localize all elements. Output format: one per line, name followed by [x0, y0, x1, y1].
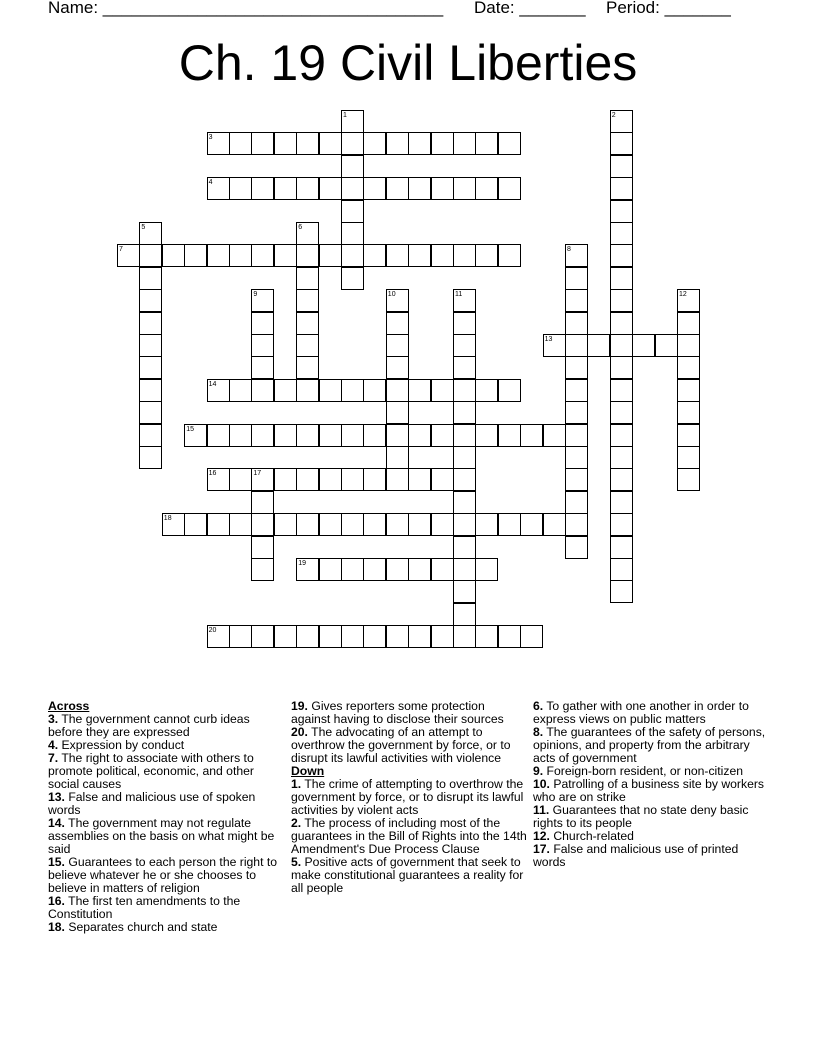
crossword-cell[interactable]: [475, 558, 498, 581]
crossword-cell[interactable]: [341, 200, 364, 223]
crossword-cell[interactable]: [296, 177, 319, 200]
crossword-cell[interactable]: [251, 513, 274, 536]
crossword-cell[interactable]: [431, 244, 454, 267]
crossword-cell[interactable]: [565, 491, 588, 514]
crossword-cell[interactable]: [431, 424, 454, 447]
crossword-cell[interactable]: [386, 401, 409, 424]
page-title: Ch. 19 Civil Liberties: [178, 35, 638, 91]
crossword-cell[interactable]: [139, 267, 162, 290]
crossword-cell[interactable]: [610, 267, 633, 290]
clue-number: 17: [253, 470, 262, 478]
down-clue: 8. The guarantees of the safety of persons, opinions, and property from the arbitrary acts of government: [533, 725, 766, 765]
crossword-cell[interactable]: [274, 625, 297, 648]
clue-number: 16: [208, 470, 217, 478]
across-clue: 13. False and malicious use of spoken words: [48, 790, 256, 817]
crossword-cell[interactable]: [543, 424, 566, 447]
crossword-cell[interactable]: [251, 536, 274, 559]
crossword-cell[interactable]: [207, 424, 230, 447]
crossword-cell[interactable]: [431, 625, 454, 648]
crossword-cell[interactable]: [453, 379, 476, 402]
crossword-cell[interactable]: [296, 267, 319, 290]
crossword-cell[interactable]: [677, 334, 700, 357]
crossword-cell[interactable]: [117, 244, 140, 267]
crossword-cell[interactable]: [386, 334, 409, 357]
crossword-cell[interactable]: [408, 625, 431, 648]
crossword-cell[interactable]: [498, 132, 521, 155]
crossword-cell[interactable]: [453, 132, 476, 155]
crossword-cell[interactable]: [610, 110, 633, 133]
crossword-cell[interactable]: [677, 468, 700, 491]
crossword-cell[interactable]: [475, 424, 498, 447]
crossword-cell[interactable]: [610, 536, 633, 559]
across-clue: 16. The first ten amendments to the Constitution: [48, 894, 241, 921]
crossword-cell[interactable]: [386, 244, 409, 267]
period-field-label: Period: _______: [606, 0, 731, 17]
crossword-cell[interactable]: [610, 580, 633, 603]
across-clue: 18. Separates church and state: [48, 920, 218, 934]
crossword-cell[interactable]: [341, 177, 364, 200]
crossword-cell[interactable]: [296, 513, 319, 536]
crossword-cell[interactable]: [251, 491, 274, 514]
crossword-cell[interactable]: [363, 424, 386, 447]
across-clue: 3. The government cannot curb ideas before they are expressed: [48, 712, 250, 739]
crossword-cell[interactable]: [139, 401, 162, 424]
crossword-cell[interactable]: [610, 558, 633, 581]
crossword-cell[interactable]: [386, 289, 409, 312]
crossword-cell[interactable]: [610, 491, 633, 514]
crossword-cell[interactable]: [610, 155, 633, 178]
crossword-cell[interactable]: [587, 334, 610, 357]
crossword-cell[interactable]: [341, 244, 364, 267]
crossword-cell[interactable]: [251, 625, 274, 648]
crossword-cell[interactable]: [363, 513, 386, 536]
crossword-cell[interactable]: [408, 132, 431, 155]
crossword-cell[interactable]: [341, 267, 364, 290]
crossword-cell[interactable]: [296, 356, 319, 379]
crossword-cell[interactable]: [475, 379, 498, 402]
crossword-cell[interactable]: [296, 625, 319, 648]
crossword-cell[interactable]: [431, 379, 454, 402]
crossword-cell[interactable]: [251, 289, 274, 312]
crossword-cell[interactable]: [453, 401, 476, 424]
crossword-cell[interactable]: [341, 155, 364, 178]
crossword-cell[interactable]: [184, 513, 207, 536]
clue-number: 8: [567, 246, 571, 254]
crossword-cell[interactable]: [386, 312, 409, 335]
crossword-cell[interactable]: [565, 379, 588, 402]
down-clue: 2. The process of including most of the guarantees in the Bill of Rights into the 14th Amendment's Due Process Clause: [291, 816, 527, 856]
crossword-cell[interactable]: [453, 603, 476, 626]
crossword-cell[interactable]: [139, 356, 162, 379]
crossword-cell[interactable]: [408, 558, 431, 581]
crossword-cell[interactable]: [610, 446, 633, 469]
crossword-cell[interactable]: [677, 424, 700, 447]
clue-number: 15: [186, 425, 194, 433]
clue-number: 19: [298, 560, 306, 567]
crossword-cell[interactable]: [565, 244, 588, 267]
across-clue-list: [48, 713, 284, 934]
crossword-cell[interactable]: [139, 312, 162, 335]
crossword-cell[interactable]: [610, 424, 633, 447]
clue-number: 10: [387, 291, 396, 299]
crossword-cell[interactable]: [363, 558, 386, 581]
crossword-cell[interactable]: [408, 468, 431, 491]
crossword-cell[interactable]: [341, 132, 364, 155]
across-clue: 4. Expression by conduct: [48, 738, 185, 752]
crossword-cell[interactable]: [475, 132, 498, 155]
clue-number: 9: [253, 291, 258, 299]
clue-number: 13: [544, 336, 553, 343]
crossword-cell[interactable]: [610, 468, 633, 491]
clue-number: 3: [208, 134, 213, 142]
down-clue: 5. Positive acts of government that seek to make constitutional guarantees a reality for all people: [291, 855, 524, 895]
crossword-cell[interactable]: [386, 132, 409, 155]
clues-column-3: [533, 700, 769, 869]
crossword-cell[interactable]: [319, 513, 342, 536]
crossword-cell[interactable]: [610, 200, 633, 223]
crossword-cell[interactable]: [207, 244, 230, 267]
crossword-cell[interactable]: [453, 334, 476, 357]
across-clue: 7. The right to associate with others to promote political, economic, and other social causes: [48, 751, 254, 791]
clue-number: 11: [455, 291, 463, 299]
clue-number: 4: [208, 179, 213, 187]
crossword-cell[interactable]: [677, 379, 700, 402]
crossword-cell[interactable]: [139, 289, 162, 312]
crossword-cell[interactable]: [520, 424, 543, 447]
crossword-cell[interactable]: [363, 379, 386, 402]
crossword-cell[interactable]: [386, 468, 409, 491]
crossword-cell[interactable]: [565, 446, 588, 469]
crossword-cell[interactable]: [610, 334, 633, 357]
clue-number: 12: [679, 291, 687, 299]
crossword-cell[interactable]: [184, 244, 207, 267]
crossword-cell[interactable]: [475, 513, 498, 536]
crossword-cell[interactable]: [363, 244, 386, 267]
crossword-cell[interactable]: [453, 356, 476, 379]
crossword-cell[interactable]: [139, 222, 162, 245]
crossword-cell[interactable]: [610, 132, 633, 155]
crossword-cell[interactable]: [229, 244, 252, 267]
crossword-cell[interactable]: [341, 379, 364, 402]
across-clue: 19. Gives reporters some protection against having to disclose their sources: [291, 699, 504, 726]
crossword-cell[interactable]: [610, 513, 633, 536]
crossword-cell[interactable]: [498, 424, 521, 447]
across-clue-list-continued: [291, 700, 527, 765]
crossword-cell[interactable]: [162, 244, 185, 267]
clue-number: 2: [611, 112, 616, 119]
down-clue: 17. False and malicious use of printed words: [533, 842, 739, 869]
crossword-cell[interactable]: [475, 244, 498, 267]
crossword-cell[interactable]: [386, 424, 409, 447]
crossword-cell[interactable]: [453, 468, 476, 491]
crossword-cell[interactable]: [274, 468, 297, 491]
crossword-cell[interactable]: [274, 513, 297, 536]
crossword-cell[interactable]: [319, 132, 342, 155]
crossword-cell[interactable]: [453, 558, 476, 581]
crossword-cell[interactable]: [319, 625, 342, 648]
crossword-cell[interactable]: [207, 513, 230, 536]
crossword-cell[interactable]: [139, 244, 162, 267]
crossword-cell[interactable]: [386, 356, 409, 379]
crossword-cell[interactable]: [341, 468, 364, 491]
crossword-cell[interactable]: [677, 446, 700, 469]
crossword-cell[interactable]: [543, 334, 566, 357]
crossword-cell[interactable]: [677, 356, 700, 379]
crossword-cell[interactable]: [453, 177, 476, 200]
down-clue: 11. Guarantees that no state deny basic rights to its people: [533, 803, 749, 830]
crossword-cell[interactable]: [408, 379, 431, 402]
crossword-cell[interactable]: [207, 625, 230, 648]
crossword-cell[interactable]: [274, 379, 297, 402]
crossword-cell[interactable]: [453, 580, 476, 603]
crossword-cell[interactable]: [431, 132, 454, 155]
crossword-cell[interactable]: [319, 379, 342, 402]
crossword-cell[interactable]: [408, 244, 431, 267]
clue-number: 6: [298, 224, 303, 231]
crossword-cell[interactable]: [341, 424, 364, 447]
clue-number: 18: [163, 515, 172, 523]
crossword-cell[interactable]: [341, 110, 364, 133]
crossword-cell[interactable]: [498, 177, 521, 200]
crossword-cell[interactable]: [296, 289, 319, 312]
clue-number: 20: [208, 627, 217, 635]
crossword-cell[interactable]: [520, 513, 543, 536]
crossword-cell[interactable]: [565, 424, 588, 447]
crossword-cell[interactable]: [319, 244, 342, 267]
crossword-cell[interactable]: [251, 356, 274, 379]
down-clue: 1. The crime of attempting to overthrow the government by force, or to disrupt its lawful activities by violent acts: [291, 777, 524, 817]
crossword-cell[interactable]: [498, 244, 521, 267]
across-heading: Across: [48, 699, 90, 713]
crossword-cell[interactable]: [408, 424, 431, 447]
down-heading: Down: [291, 764, 325, 778]
crossword-cell[interactable]: [296, 222, 319, 245]
clue-number: 1: [343, 112, 347, 119]
crossword-cell[interactable]: [363, 468, 386, 491]
crossword-cell[interactable]: [184, 424, 207, 447]
crossword-cell[interactable]: [610, 289, 633, 312]
crossword-cell[interactable]: [431, 513, 454, 536]
crossword-cell[interactable]: [565, 513, 588, 536]
down-clue: 9. Foreign-born resident, or non-citizen: [533, 764, 744, 778]
crossword-cell[interactable]: [431, 468, 454, 491]
crossword-cell[interactable]: [565, 356, 588, 379]
crossword-cell[interactable]: [229, 625, 252, 648]
crossword-cell[interactable]: [475, 177, 498, 200]
crossword-cell[interactable]: [319, 468, 342, 491]
crossword-cell[interactable]: [498, 513, 521, 536]
across-clue: 20. The advocating of an attempt to overthrow the government by force, or to disrupt its lawful activities with violence: [291, 725, 511, 765]
crossword-cell[interactable]: [453, 244, 476, 267]
crossword-cell[interactable]: [296, 468, 319, 491]
crossword-cell[interactable]: [296, 379, 319, 402]
crossword-cell[interactable]: [363, 132, 386, 155]
date-field-label: Date: _______: [474, 0, 586, 17]
clues-column-1: [48, 700, 284, 934]
crossword-cell[interactable]: [341, 513, 364, 536]
crossword-cell[interactable]: [319, 177, 342, 200]
crossword-cell[interactable]: [341, 625, 364, 648]
name-field-label: Name: ____________________________________: [48, 0, 444, 17]
crossword-cell[interactable]: [229, 379, 252, 402]
crossword-cell[interactable]: [139, 334, 162, 357]
crossword-cell[interactable]: [251, 132, 274, 155]
crossword-cell[interactable]: [296, 334, 319, 357]
crossword-cell[interactable]: [162, 513, 185, 536]
crossword-cell[interactable]: [386, 379, 409, 402]
crossword-cell[interactable]: [408, 177, 431, 200]
crossword-cell[interactable]: [274, 177, 297, 200]
crossword-cell[interactable]: [274, 244, 297, 267]
crossword-cell[interactable]: [207, 132, 230, 155]
crossword-cell[interactable]: [498, 379, 521, 402]
crossword-cell[interactable]: [677, 312, 700, 335]
crossword-cell[interactable]: [251, 334, 274, 357]
crossword-cell[interactable]: [565, 312, 588, 335]
crossword-cell[interactable]: [520, 625, 543, 648]
crossword-cell[interactable]: [453, 446, 476, 469]
crossword-cell[interactable]: [453, 424, 476, 447]
clue-number: 5: [141, 224, 146, 231]
crossword-cell[interactable]: [610, 244, 633, 267]
crossword-cell[interactable]: [363, 177, 386, 200]
across-clue: 15. Guarantees to each person the right to believe whatever he or she chooses to believe in matters of religion: [48, 855, 278, 895]
crossword-cell[interactable]: [498, 625, 521, 648]
crossword-cell[interactable]: [229, 132, 252, 155]
crossword-cell[interactable]: [229, 177, 252, 200]
crossword-cell[interactable]: [251, 312, 274, 335]
crossword-cell[interactable]: [610, 356, 633, 379]
crossword-cell[interactable]: [296, 558, 319, 581]
crossword-cell[interactable]: [363, 625, 386, 648]
crossword-cell[interactable]: [386, 625, 409, 648]
crossword-cell[interactable]: [319, 558, 342, 581]
across-clue: 14. The government may not regulate assemblies on the basis on what might be said: [48, 816, 275, 856]
clue-number: 7: [119, 246, 123, 254]
crossword-cell[interactable]: [408, 513, 431, 536]
crossword-cell[interactable]: [610, 177, 633, 200]
crossword-cell[interactable]: [543, 513, 566, 536]
down-clue-list-continued: [533, 700, 769, 869]
crossword-cell[interactable]: [565, 267, 588, 290]
crossword-cell[interactable]: [475, 625, 498, 648]
crossword-cell[interactable]: [565, 401, 588, 424]
crossword-cell[interactable]: [229, 468, 252, 491]
crossword-cell[interactable]: [453, 289, 476, 312]
crossword-cell[interactable]: [655, 334, 678, 357]
down-clue-list: [291, 778, 527, 895]
down-clue: 12. Church-related: [533, 829, 634, 843]
crossword-cell[interactable]: [251, 379, 274, 402]
crossword-cell[interactable]: [251, 177, 274, 200]
crossword-cell[interactable]: [453, 513, 476, 536]
crossword-cell[interactable]: [453, 312, 476, 335]
crossword-cell[interactable]: [632, 334, 655, 357]
crossword-cell[interactable]: [139, 424, 162, 447]
crossword-cell[interactable]: [453, 536, 476, 559]
crossword-cell[interactable]: [139, 379, 162, 402]
crossword-cell[interactable]: [610, 401, 633, 424]
clues-column-2: [291, 700, 527, 895]
down-clue: 6. To gather with one another in order to express views on public matters: [533, 699, 749, 726]
crossword-cell[interactable]: [565, 334, 588, 357]
crossword-cell[interactable]: [610, 222, 633, 245]
crossword-cell[interactable]: [251, 244, 274, 267]
crossword-cell[interactable]: [274, 424, 297, 447]
crossword-cell[interactable]: [207, 177, 230, 200]
crossword-cell[interactable]: [229, 513, 252, 536]
crossword-cell[interactable]: [386, 558, 409, 581]
crossword-cell[interactable]: [431, 558, 454, 581]
crossword-cell[interactable]: [296, 132, 319, 155]
crossword-cell[interactable]: [251, 468, 274, 491]
crossword-cell[interactable]: [386, 446, 409, 469]
crossword-cell[interactable]: [610, 312, 633, 335]
crossword-cell[interactable]: [565, 289, 588, 312]
crossword-cell[interactable]: [296, 312, 319, 335]
crossword-cell[interactable]: [341, 222, 364, 245]
crossword-cell[interactable]: [319, 424, 342, 447]
crossword-cell[interactable]: [296, 244, 319, 267]
crossword-cell[interactable]: [296, 424, 319, 447]
crossword-cell[interactable]: [453, 625, 476, 648]
crossword-cell[interactable]: [565, 536, 588, 559]
crossword-cell[interactable]: [386, 513, 409, 536]
crossword-cell[interactable]: [431, 177, 454, 200]
crossword-cell[interactable]: [386, 177, 409, 200]
crossword-cell[interactable]: [453, 491, 476, 514]
crossword-cell[interactable]: [677, 289, 700, 312]
crossword-cell[interactable]: [251, 424, 274, 447]
crossword-cell[interactable]: [677, 401, 700, 424]
crossword-cell[interactable]: [565, 468, 588, 491]
crossword-cell[interactable]: [274, 132, 297, 155]
crossword-cell[interactable]: [207, 379, 230, 402]
crossword-cell[interactable]: [341, 558, 364, 581]
clue-number: 14: [208, 380, 217, 388]
crossword-cell[interactable]: [251, 558, 274, 581]
crossword-cell[interactable]: [139, 446, 162, 469]
crossword-cell[interactable]: [207, 468, 230, 491]
crossword-cell[interactable]: [229, 424, 252, 447]
down-clue: 10. Patrolling of a business site by workers who are on strike: [533, 777, 765, 804]
crossword-cell[interactable]: [610, 379, 633, 402]
